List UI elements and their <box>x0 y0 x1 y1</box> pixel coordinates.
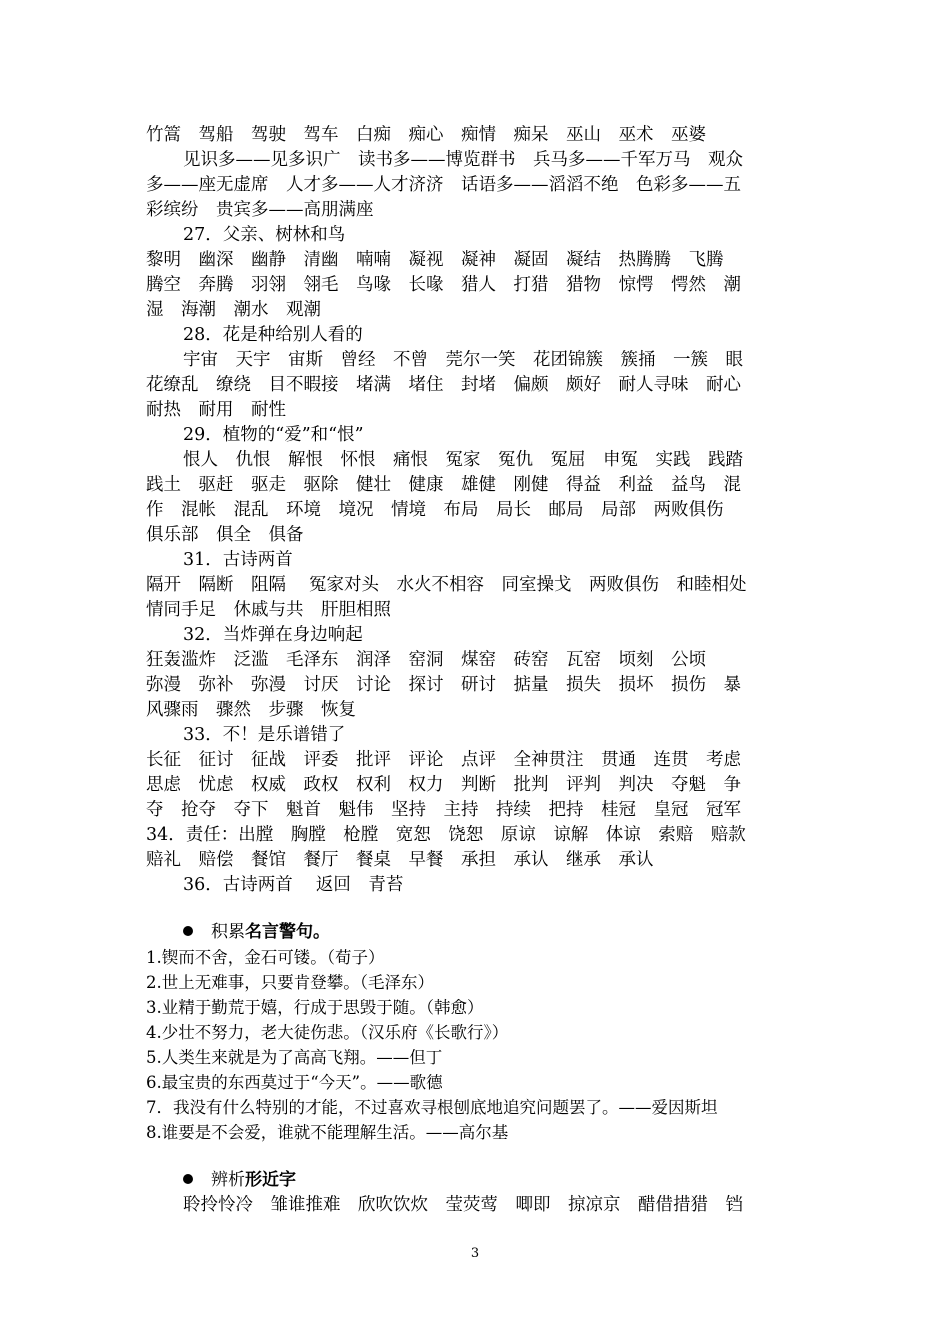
similar-chars-line: 聆拎怜冷 雏谁推难 欣吹饮炊 莹荧莺 唧即 掠凉京 醋借措猎 铛 <box>183 1195 743 1215</box>
vocab-line: 恨人 仇恨 解恨 怀恨 痛恨 冤家 冤仇 冤屈 申冤 实践 践踏 <box>183 450 743 470</box>
vocab-line: 情同手足 休戚与共 肝胆相照 <box>146 600 391 620</box>
vocab-line: 34．责任：出膛 胸膛 枪膛 宽恕 饶恕 原谅 谅解 体谅 索赔 赔款 <box>146 825 746 845</box>
lesson-heading: 27．父亲、树林和鸟 <box>183 225 346 245</box>
quote-line: 4.少壮不努力，老大徒伤悲。（汉乐府《长歌行》） <box>146 1023 509 1042</box>
vocab-line: 隔开 隔断 阻隔 冤家对头 水火不相容 同室操戈 两败俱伤 和睦相处 <box>146 575 747 595</box>
vocab-line: 见识多——见多识广 读书多——博览群书 兵马多——千军万马 观众 <box>183 150 743 170</box>
vocab-line: 赔礼 赔偿 餐馆 餐厅 餐桌 早餐 承担 承认 继承 承认 <box>146 850 654 870</box>
quote-line: 5.人类生来就是为了高高飞翔。——但丁 <box>146 1048 443 1067</box>
quote-line: 3.业精于勤荒于嬉，行成于思毁于随。（韩愈） <box>146 998 484 1017</box>
lesson-heading: 32．当炸弹在身边响起 <box>183 625 363 645</box>
vocab-line: 竹篙 驾船 驾驶 驾车 白痴 痴心 痴情 痴呆 巫山 巫术 巫婆 <box>146 125 706 145</box>
vocab-line: 宇宙 天宇 宙斯 曾经 不曾 莞尔一笑 花团锦簇 簇捅 一簇 眼 <box>183 350 743 370</box>
lesson-heading: 29．植物的“爱”和“恨” <box>183 425 364 445</box>
quote-line: 1.锲而不舍，金石可镂。（荀子） <box>146 948 385 967</box>
quote-line: 6.最宝贵的东西莫过于“今天”。——歌德 <box>146 1073 443 1092</box>
vocab-line: 长征 征讨 征战 评委 批评 评论 点评 全神贯注 贯通 连贯 考虑 <box>146 750 741 770</box>
vocab-line: 夺 抢夺 夺下 魁首 魁伟 坚持 主持 持续 把持 桂冠 皇冠 冠军 <box>146 800 741 820</box>
bullet-icon <box>183 926 193 936</box>
lesson-heading: 31．古诗两首 <box>183 550 293 570</box>
vocab-line: 作 混帐 混乱 环境 境况 情境 布局 局长 邮局 局部 两败俱伤 <box>146 500 724 520</box>
vocab-line: 彩缤纷 贵宾多——高朋满座 <box>146 200 374 220</box>
vocab-line: 俱乐部 俱全 俱备 <box>146 525 304 545</box>
section-heading-quotes: 积累名言警句。 <box>183 920 330 945</box>
vocab-line: 耐热 耐用 耐性 <box>146 400 286 420</box>
vocab-line: 弥漫 弥补 弥漫 讨厌 讨论 探讨 研讨 掂量 损失 损坏 损伤 暴 <box>146 675 741 695</box>
vocab-line: 腾空 奔腾 羽翎 翎毛 鸟喙 长喙 猎人 打猎 猎物 惊愕 愕然 潮 <box>146 275 741 295</box>
lesson-heading: 33．不！是乐谱错了 <box>183 725 346 745</box>
section-heading-similar-chars: 辨析形近字 <box>183 1168 296 1193</box>
vocab-line: 花缭乱 缭绕 目不暇接 堵满 堵住 封堵 偏颇 颇好 耐人寻味 耐心 <box>146 375 741 395</box>
vocab-line: 湿 海潮 潮水 观潮 <box>146 300 321 320</box>
vocab-line: 践土 驱赶 驱走 驱除 健壮 健康 雄健 刚健 得益 利益 益鸟 混 <box>146 475 741 495</box>
vocab-line: 狂轰滥炸 泛滥 毛泽东 润泽 窑洞 煤窑 砖窑 瓦窑 顷刻 公顷 <box>146 650 706 670</box>
lesson-heading: 28．花是种给别人看的 <box>183 325 363 345</box>
vocab-line: 黎明 幽深 幽静 清幽 喃喃 凝视 凝神 凝固 凝结 热腾腾 飞腾 <box>146 250 724 270</box>
lesson-heading: 36．古诗两首 返回 青苔 <box>183 875 404 895</box>
quote-line: 7．我没有什么特别的才能，不过喜欢寻根刨底地追究问题罢了。——爱因斯坦 <box>146 1098 718 1117</box>
vocab-line: 风骤雨 骤然 步骤 恢复 <box>146 700 356 720</box>
quote-line: 8.谁要是不会爱，谁就不能理解生活。——高尔基 <box>146 1123 509 1142</box>
vocab-line: 多——座无虚席 人才多——人才济济 话语多——滔滔不绝 色彩多——五 <box>146 175 741 195</box>
bullet-icon <box>183 1174 193 1184</box>
page-number: 3 <box>470 1246 480 1261</box>
vocab-line: 思虑 忧虑 权威 政权 权利 权力 判断 批判 评判 判决 夺魁 争 <box>146 775 741 795</box>
quote-line: 2.世上无难事，只要肯登攀。（毛泽东） <box>146 973 434 992</box>
